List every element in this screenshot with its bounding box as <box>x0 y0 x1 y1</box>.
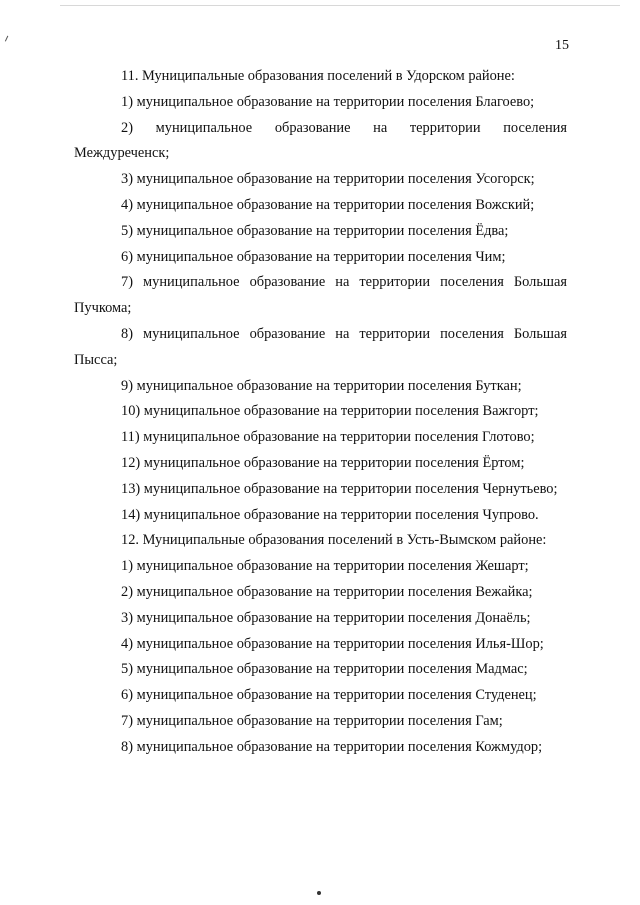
list-item: 11) муниципальное образование на территории поселения Глотово; <box>121 429 535 446</box>
list-item: 6) муниципальное образование на территории поселения Чим; <box>121 248 506 265</box>
list-item: 10) муниципальное образование на территории поселения Важгорт; <box>121 403 539 420</box>
section-heading: 11. Муниципальные образования поселений в Удорском районе: <box>121 68 515 84</box>
list-item: 5) муниципальное образование на территории поселения Мадмас; <box>121 661 528 678</box>
document-body <box>74 64 567 761</box>
list-item: 7) муниципальное образование на территории поселения Гам; <box>121 712 503 729</box>
list-item: 9) муниципальное образование на территории поселения Буткан; <box>121 377 522 394</box>
list-item: 2) муниципальное образование на территории поселения Вежайка; <box>121 583 533 600</box>
list-item: 1) муниципальное образование на территории поселения Жешарт; <box>121 558 529 575</box>
list-item: 8) муниципальное образование на территории поселения Кожмудор; <box>121 738 543 755</box>
list-item: 8) муниципальное образование на территории поселения Большая Пысса; <box>74 325 567 368</box>
list-item: 4) муниципальное образование на территории поселения Илья-Шор; <box>121 635 544 652</box>
list-item: 13) муниципальное образование на территории поселения Чернутьево; <box>121 480 558 497</box>
list-item: 1) муниципальное образование на территории поселения Благоево; <box>121 93 535 110</box>
page-number: 15 <box>555 38 569 53</box>
list-item: 7) муниципальное образование на территории поселения Большая Пучкома; <box>74 274 567 317</box>
section-heading: 12. Муниципальные образования поселений в Усть-Вымском районе: <box>121 532 547 549</box>
list-item: 3) муниципальное образование на территории поселения Усогорск; <box>121 171 535 188</box>
list-item: 14) муниципальное образование на территории поселения Чупрово. <box>121 506 539 523</box>
scan-mark <box>5 36 10 43</box>
list-item: 4) муниципальное образование на территории поселения Вожский; <box>121 196 535 213</box>
scan-speck <box>317 891 321 895</box>
list-item: 12) муниципальное образование на территории поселения Ёртом; <box>121 454 525 471</box>
list-item: 5) муниципальное образование на территории поселения Ёдва; <box>121 222 509 239</box>
list-item: 6) муниципальное образование на территории поселения Студенец; <box>121 687 537 704</box>
scan-edge-line <box>60 5 620 6</box>
list-item: 3) муниципальное образование на территории поселения Донаёль; <box>121 609 531 626</box>
list-item: 2) муниципальное образование на территории поселения Междуреченск; <box>74 119 567 162</box>
